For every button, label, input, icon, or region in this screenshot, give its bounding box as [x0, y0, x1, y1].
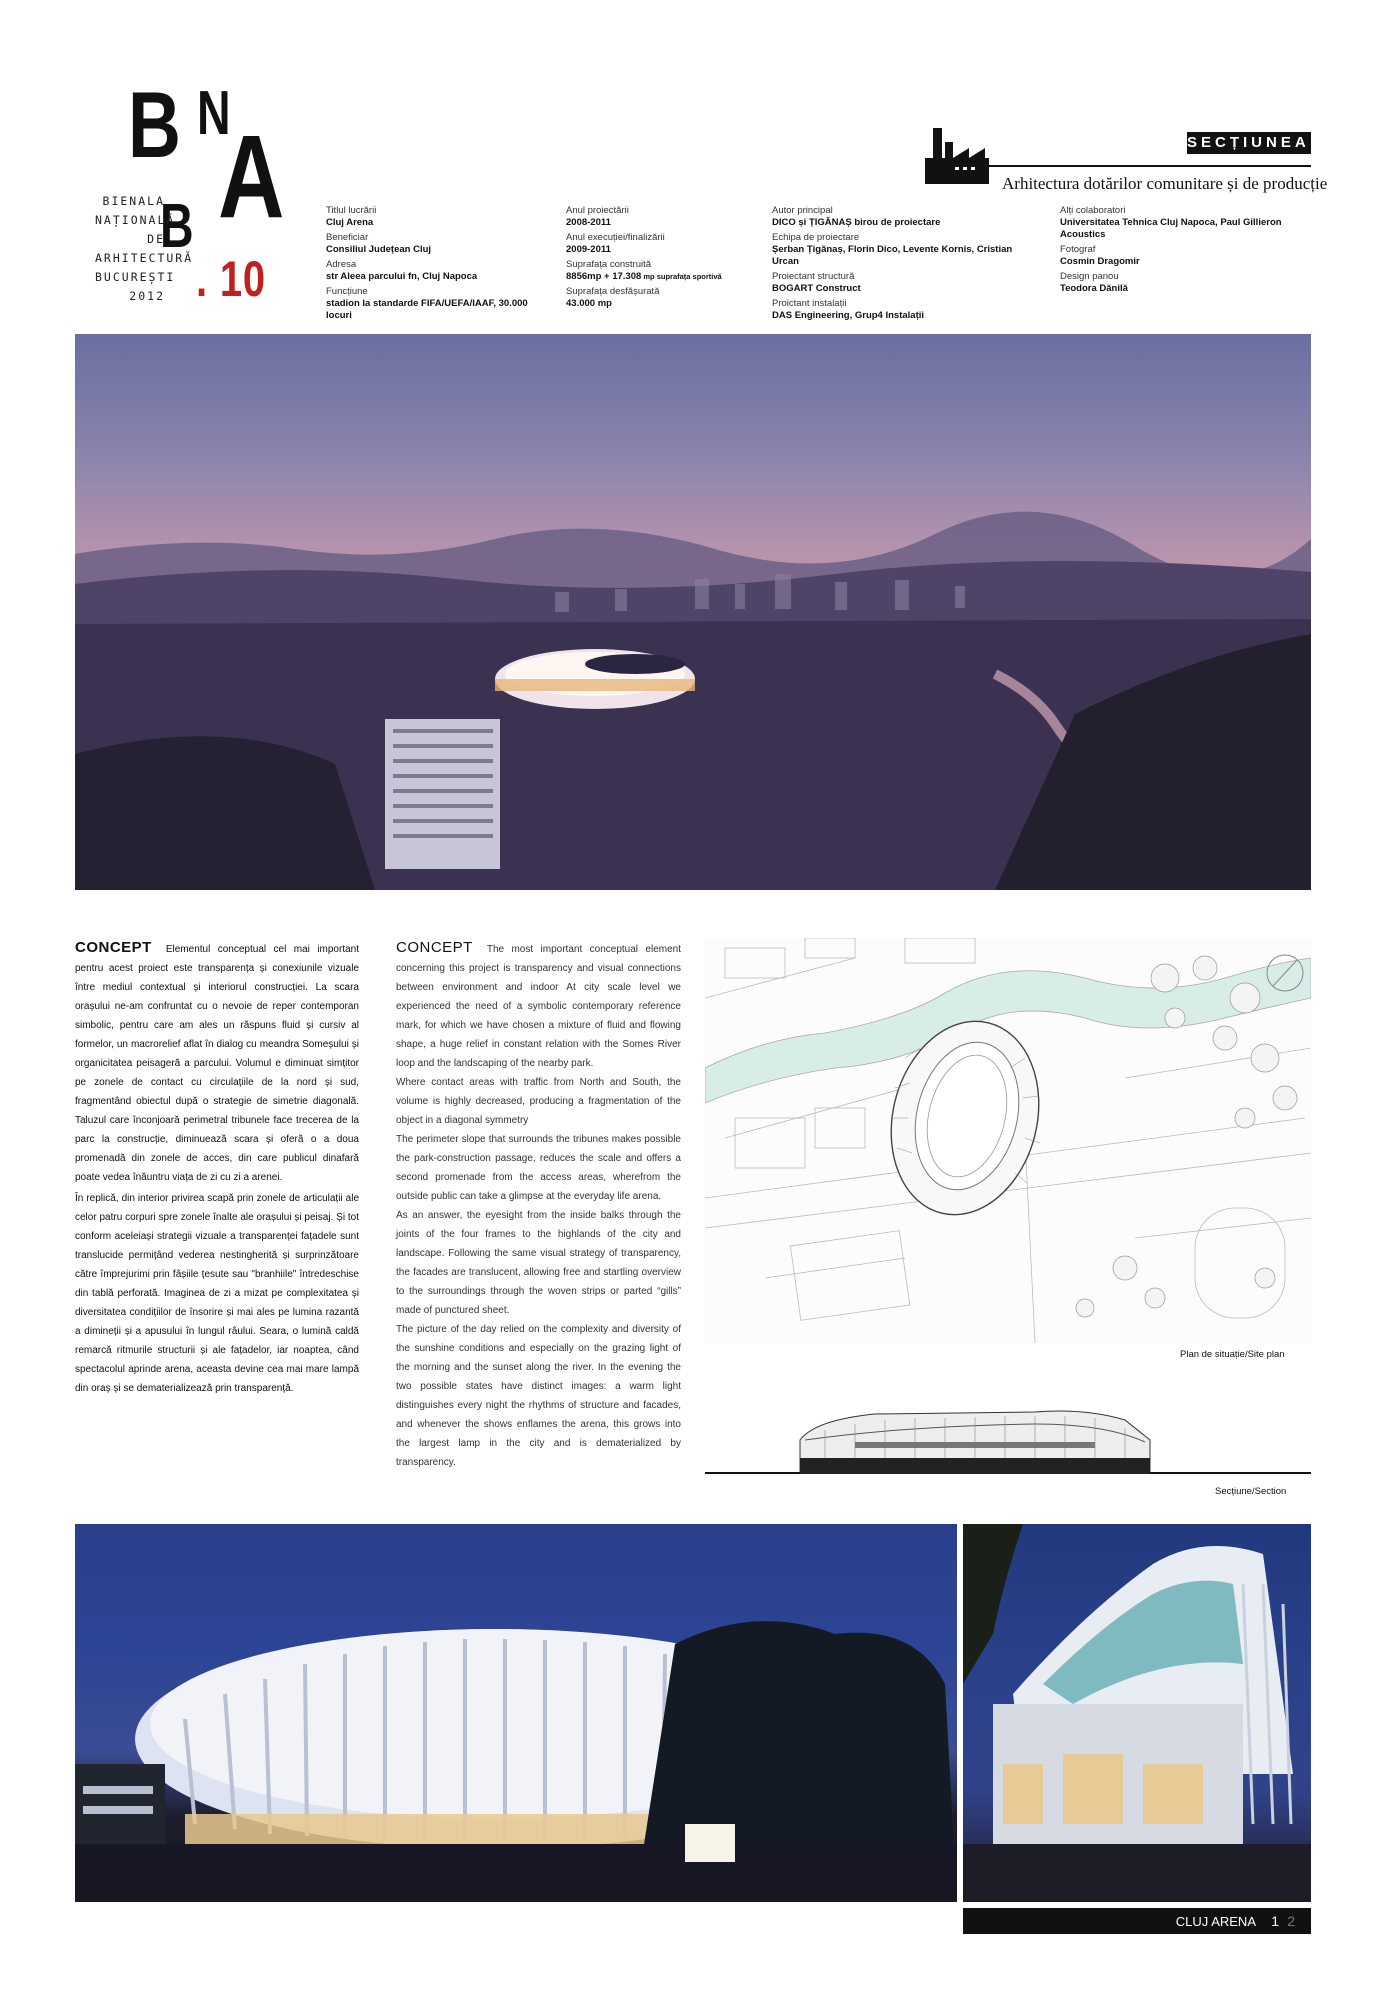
meta-label: Anul proiectării	[566, 205, 629, 216]
concept-paragraph: Where contact areas with traffic from North and South, the volume is highly decreased, producing a fragmentation of the object in a diagonal symmetry	[396, 1077, 681, 1126]
arena-night-photo-wide	[75, 1524, 957, 1902]
section-drawing	[705, 1400, 1311, 1480]
concept-heading-ro: CONCEPT	[75, 939, 152, 956]
meta-value: Universitatea Tehnica Cluj Napoca, Paul Gillieron Acoustics	[1060, 217, 1282, 240]
section-subtitle: Arhitectura dotărilor comunitare și de producție	[1002, 174, 1328, 193]
meta-label: Alți colaboratori	[1060, 205, 1126, 216]
section-title: SECȚIUNEA:	[1187, 132, 1311, 154]
meta-label: Suprafața desfășurată	[566, 286, 660, 297]
logo-letter-b-small: B	[160, 192, 194, 261]
meta-value: Consiliul Județean Cluj	[326, 244, 432, 255]
concept-paragraph: În replică, din interior privirea scapă prin zonele de articulații ale celor patru corpuri spre zonele înalte ale orașului și peisaj. Și tot conform aceleiași strategii vizuale a transparenței fațadele sunt translucide permițând vederea nestingherită și surprinzătoare către împrejurimi prin fâșiile țesute sau "branhiile" întredeschise din tablă perforată. Imaginea de zi a mizat pe complexitatea și diversitatea condițiilor de însorire și mai ales pe lumina razantă a dimineții și a apusului în lungul râului. Seara, o lumină caldă remarcă ritmurile structurii și ale fațadelor, iar noaptea, când spectacolul aprinde arena, aceasta devine cea mai mare lampă din oraș și se dematerializează prin transparență.	[75, 1193, 359, 1394]
logo-letter-n: N	[197, 79, 231, 148]
meta-label: Beneficiar	[326, 232, 369, 243]
page-number-current[interactable]: 1	[1271, 1913, 1279, 1929]
meta-label: Anul execuției/finalizării	[566, 232, 665, 243]
site-plan-caption: Plan de situație/Site plan	[1180, 1349, 1285, 1360]
page-number-next[interactable]: 2	[1287, 1913, 1295, 1929]
concept-text-english	[396, 938, 681, 1472]
meta-label: Funcțiune	[326, 286, 368, 297]
project-meta-col-3	[772, 205, 1032, 325]
project-meta-col-2	[566, 205, 766, 313]
project-meta-col-4	[1060, 205, 1320, 298]
arena-detail-illustration	[963, 1524, 1311, 1902]
meta-label: Design panou	[1060, 271, 1119, 282]
biennale-line: ARHITECTURĂ	[95, 251, 194, 265]
concept-paragraph: Elementul conceptual cel mai important pentru acest proiect este transparența și conexiunile vizuale între mediul contextual și interiorul construcției. La scara orașului ne-am confruntat cu o nevoie de reper contemporan simbolic, pentru care am ales un răspuns fluid și cursiv al formelor, un macrorelief aflat în dialog cu meandra Someșului și organicitatea peisageră a parcului. Volumul e diminuat simțitor pe zonele de contact cu circulațiile de la nord și sud, fragmentând obiectul după o strategie de simetrie diagonală. Taluzul care înconjoară perimetral tribunele face trecerea de la parc la construcție, diminuează scara și oferă o a doua promenadă din zonele de acces, din care publicul dinafară poate vedea înăuntru viața de zi cu zi a arenei.	[75, 944, 359, 1183]
meta-value: 2008-2011	[566, 217, 611, 228]
meta-label: Autor principal	[772, 205, 833, 216]
cluj-panorama-photo	[75, 334, 1311, 890]
project-meta-col-1	[326, 205, 556, 325]
arena-night-illustration	[75, 1524, 957, 1902]
logo-edition: . 10	[196, 251, 266, 307]
concept-paragraph: The perimeter slope that surrounds the tribunes makes possible the park-construction passage, reduces the scale and offers a second promenade from the access areas, wherefrom the outside public can take a glimpse at the everyday life arena.	[396, 1134, 681, 1202]
arena-night-photo-detail	[963, 1524, 1311, 1902]
site-plan-illustration	[705, 938, 1311, 1343]
biennale-name	[95, 192, 194, 306]
logo-letter-b: B	[128, 72, 181, 177]
section-illustration	[705, 1400, 1311, 1480]
biennale-line: BUCUREȘTI	[95, 270, 176, 284]
concept-heading-en: CONCEPT	[396, 939, 473, 956]
meta-label: Echipa de proiectare	[772, 232, 860, 243]
meta-label: Proictant instalații	[772, 298, 847, 309]
meta-value: 2009-2011	[566, 244, 611, 255]
meta-label: Suprafața construită	[566, 259, 652, 270]
meta-value: Cluj Arena	[326, 217, 374, 228]
meta-value: 43.000 mp	[566, 298, 612, 309]
concept-paragraph: The picture of the day relied on the complexity and diversity of the sunshine conditions and especially on the grazing light of the morning and the sunset along the river. In the evening the two possible states have distinct images: a warm light distinguishes every night the rhythms of structure and facades, and whenever the shows enflames the arena, this grows into the largest lamp in the city and is dematerialized by transparency.	[396, 1324, 681, 1468]
biennale-line: DE	[147, 232, 165, 246]
meta-value: Cosmin Dragomir	[1060, 256, 1140, 267]
meta-label: Proiectant structură	[772, 271, 855, 282]
page-footer	[963, 1908, 1311, 1934]
meta-value: BOGART Construct	[772, 283, 861, 294]
panorama-illustration	[75, 334, 1311, 890]
factory-icon	[925, 128, 989, 184]
section-caption: Secțiune/Section	[1215, 1486, 1287, 1497]
meta-value: Șerban Țigănaș, Florin Dico, Levente Kornis, Cristian Urcan	[772, 244, 1013, 267]
section-divider	[930, 165, 1311, 167]
concept-paragraph: The most important conceptual element concerning this project is transparency and visual connections between environment and indoor At city scale level we experienced the need of a symbolic contemporary reference mark, for which we have chosen a mixture of fluid and flowing shape, a huge relief in constant relation with the Somes River loop and the landscaping of the nearby park.	[396, 944, 681, 1069]
meta-label: Adresa	[326, 259, 357, 270]
meta-value: DAS Engineering, Grup4 Instalații	[772, 310, 925, 321]
footer-title: CLUJ ARENA	[1175, 1914, 1256, 1929]
logo-letter-a: A	[218, 111, 285, 243]
meta-value	[566, 271, 766, 283]
meta-label: Fotograf	[1060, 244, 1096, 255]
meta-label: Titlul lucrării	[326, 205, 377, 216]
concept-text-romanian	[75, 938, 359, 1398]
meta-value: stadion la standarde FIFA/UEFA/IAAF, 30.000 locuri	[326, 298, 528, 321]
concept-paragraph: As an answer, the eyesight from the inside balks through the joints of the four frames to the highlands of the city and landscape. Following the same visual strategy of transparency, the facades are translucent, allowing free and startling overview to the surroundings through the woven strips or parted “gills” made of punctured sheet.	[396, 1210, 681, 1316]
meta-value: str Aleea parcului fn, Cluj Napoca	[326, 271, 478, 282]
meta-value-main: 8856mp + 17.308	[566, 271, 642, 282]
biennale-line: 2012	[129, 289, 165, 303]
site-plan-drawing	[705, 938, 1311, 1343]
biennale-line: BIENALA	[102, 194, 165, 208]
biennale-line: NAȚIONALĂ	[95, 213, 176, 227]
meta-value: DICO și ȚIGĂNAȘ birou de proiectare	[772, 217, 941, 228]
meta-value: Teodora Dănilă	[1060, 283, 1128, 294]
meta-value-small: mp suprafața sportivă	[641, 272, 722, 281]
